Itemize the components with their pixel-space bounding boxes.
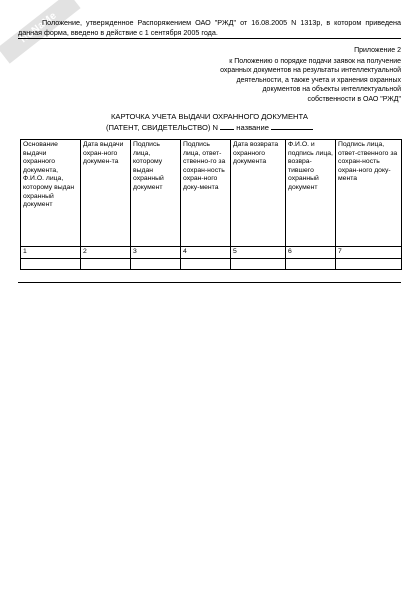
table-cell — [21, 258, 81, 269]
watermark: NoNaMe — [0, 0, 81, 64]
bottom-divider — [18, 282, 401, 283]
appendix-title: Приложение 2 — [354, 47, 401, 54]
number-blank — [220, 122, 234, 130]
column-number: 7 — [336, 247, 402, 259]
table-cell — [81, 258, 131, 269]
table-cell — [336, 258, 402, 269]
header-custodian-signature: Подпись лица, ответ-ственно-го за сохран-ность охран-ного доку-мента — [181, 140, 231, 247]
column-number: 3 — [131, 247, 181, 259]
table-number-row — [21, 247, 402, 259]
header-return-date: Дата возврата охранного документа — [231, 140, 286, 247]
table-cell — [181, 258, 231, 269]
table-row — [21, 258, 402, 269]
header-issue-date: Дата выдачи охран-ного докумен-та — [81, 140, 131, 247]
card-title-line2 — [18, 122, 401, 133]
table-cell — [231, 258, 286, 269]
appendix-line: охранных документов на результаты интеллектуальной — [220, 67, 401, 75]
column-number: 1 — [21, 247, 81, 259]
appendix-line: деятельности, а также учета и хранения охранных — [236, 76, 401, 84]
header-recipient-signature: Подпись лица, которому выдан охранный документ — [131, 140, 181, 247]
intro-note: Положение, утвержденное Распоряжением ОАО "РЖД" от 16.08.2005 N 1313р, в котором приведена данная форма, введено в действие с 1 сентября 2005 года. — [18, 18, 401, 37]
header-custodian-signature-2: Подпись лица, ответ-ственного за сохран-ность охран-ного доку-мента — [336, 140, 402, 247]
card-title-name-label: название — [236, 123, 269, 132]
table-header-row — [21, 140, 402, 247]
appendix-header — [151, 46, 401, 105]
card-title-patent-label: (ПАТЕНТ, СВИДЕТЕЛЬСТВО) N — [105, 123, 219, 132]
column-number: 6 — [286, 247, 336, 259]
header-basis: Основание выдачи охранного документа, Ф.И.О. лица, которому выдан охранный документ — [21, 140, 81, 247]
appendix-line: документов на объекты интеллектуальной — [262, 86, 401, 94]
top-divider — [18, 38, 401, 39]
appendix-line: к Положению о порядке подачи заявок на получение — [229, 57, 401, 65]
table-cell — [286, 258, 336, 269]
card-title — [18, 112, 401, 133]
header-returner-name: Ф.И.О. и подпись лица, возвра-тившего охранный документ — [286, 140, 336, 247]
column-number: 4 — [181, 247, 231, 259]
column-number: 5 — [231, 247, 286, 259]
appendix-line: собственности в ОАО "РЖД" — [307, 95, 401, 103]
issuance-table — [20, 139, 402, 270]
card-title-line1: КАРТОЧКА УЧЕТА ВЫДАЧИ ОХРАННОГО ДОКУМЕНТА — [111, 112, 308, 121]
name-blank — [271, 122, 313, 130]
table-cell — [131, 258, 181, 269]
column-number: 2 — [81, 247, 131, 259]
